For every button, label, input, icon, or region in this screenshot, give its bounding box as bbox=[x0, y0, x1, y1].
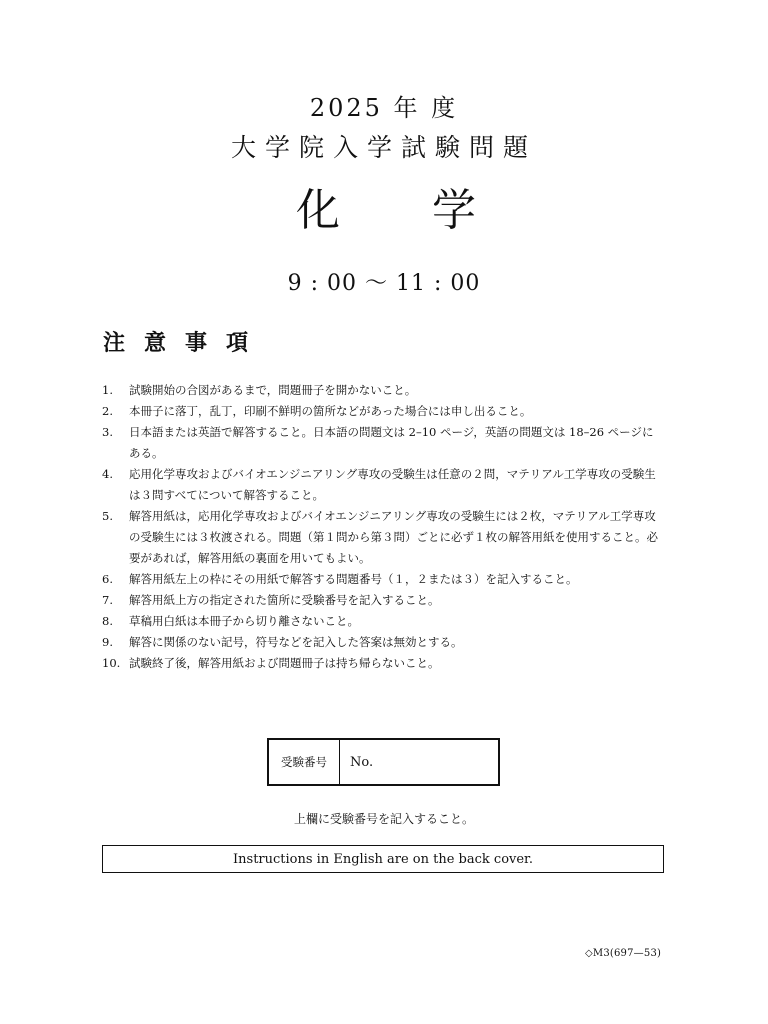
note-item bbox=[102, 569, 662, 590]
note-item bbox=[102, 380, 662, 401]
notes-list bbox=[102, 380, 662, 674]
note-number: 2. bbox=[102, 404, 113, 418]
note-item bbox=[102, 632, 662, 653]
note-item bbox=[102, 506, 662, 569]
note-item bbox=[102, 653, 662, 674]
note-number: 1. bbox=[102, 383, 113, 397]
note-item bbox=[102, 401, 662, 422]
note-text: 解答用紙上方の指定された箇所に受験番号を記入すること。 bbox=[129, 593, 440, 607]
note-text: 解答用紙左上の枠にその用紙で解答する問題番号（１，２または３）を記入すること。 bbox=[129, 572, 578, 586]
note-number: 7. bbox=[102, 593, 113, 607]
note-number: 4. bbox=[102, 467, 113, 481]
note-item bbox=[102, 611, 662, 632]
note-item bbox=[102, 422, 662, 464]
english-instructions-note: Instructions in English are on the back cover. bbox=[102, 845, 664, 873]
note-item bbox=[102, 590, 662, 611]
subject-title bbox=[296, 174, 476, 236]
note-number: 3. bbox=[102, 425, 113, 439]
note-number: 5. bbox=[102, 509, 113, 523]
note-text: 日本語または英語で解答すること。日本語の問題文は 2–10 ページ，英語の問題文は 18–26 ページにある。 bbox=[129, 425, 654, 460]
booklet-code: ◇M3(697—53) bbox=[585, 948, 662, 959]
exam-title: 大学院入学試験問題 bbox=[230, 133, 537, 162]
exam-number-field[interactable]: No. bbox=[350, 754, 374, 770]
subject-char-1: 化 bbox=[296, 185, 340, 236]
note-text: 本冊子に落丁，乱丁，印刷不鮮明の箇所などがあった場合には申し出ること。 bbox=[129, 404, 532, 418]
exam-number-box bbox=[267, 738, 500, 786]
note-number: 6. bbox=[102, 572, 113, 586]
exam-time: 9 : 00 〜 11 : 00 bbox=[287, 271, 481, 296]
note-item bbox=[102, 464, 662, 506]
note-text: 応用化学専攻およびバイオエンジニアリング専攻の受験生は任意の２問，マテリアル工学専攻の受験生は３問すべてについて解答すること。 bbox=[129, 467, 656, 502]
note-number: 10. bbox=[102, 656, 121, 670]
note-number: 9. bbox=[102, 635, 113, 649]
exam-number-caption: 上欄に受験番号を記入すること。 bbox=[293, 812, 474, 826]
exam-year: 2025 年 度 bbox=[309, 94, 459, 122]
note-text: 草稿用白紙は本冊子から切り離さないこと。 bbox=[129, 614, 359, 628]
note-text: 試験終了後，解答用紙および問題冊子は持ち帰らないこと。 bbox=[129, 656, 440, 670]
note-number: 8. bbox=[102, 614, 113, 628]
notes-heading: 注意事項 bbox=[103, 330, 268, 356]
note-text: 解答用紙は，応用化学専攻およびバイオエンジニアリング専攻の受験生には２枚，マテリアル工学専攻の受験生には３枚渡される。問題（第１問から第３問）ごとに必ず１枚の解答用紙を使用すること。必要があれば，解答用紙の裏面を用いてもよい。 bbox=[129, 509, 658, 565]
note-text: 解答に関係のない記号，符号などを記入した答案は無効とする。 bbox=[129, 635, 463, 649]
note-text: 試験開始の合図があるまで，問題冊子を開かないこと。 bbox=[129, 383, 417, 397]
subject-char-2: 学 bbox=[432, 185, 476, 236]
exam-number-label: 受験番号 bbox=[269, 740, 340, 784]
